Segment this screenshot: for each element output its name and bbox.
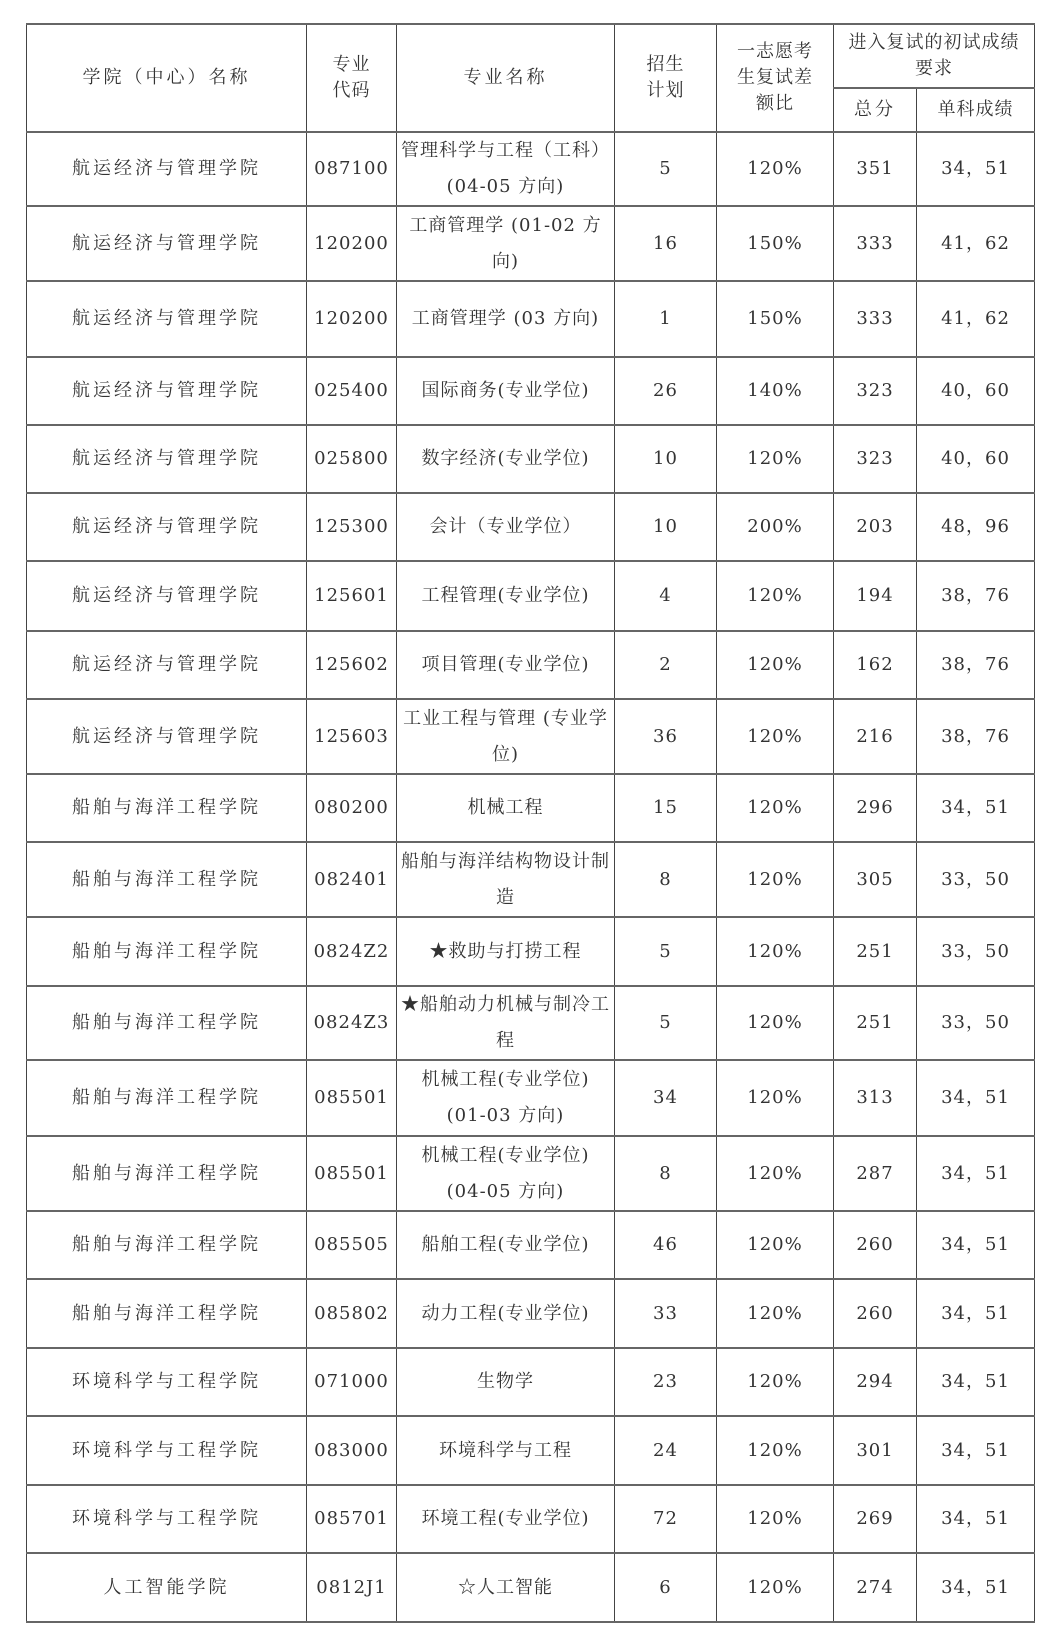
cell-plan: 10: [615, 425, 717, 493]
cell-major: 数字经济(专业学位): [397, 425, 615, 493]
cell-ratio: 120%: [717, 1136, 834, 1211]
cell-ratio: 120%: [717, 774, 834, 842]
cell-code: 071000: [307, 1348, 397, 1416]
cell-total: 301: [834, 1416, 917, 1485]
table-row: [27, 1060, 1035, 1136]
cell-college: 船舶与海洋工程学院: [27, 774, 307, 842]
cell-code: 120200: [307, 206, 397, 281]
cell-ratio: 120%: [717, 986, 834, 1060]
cell-single: 34，51: [917, 1060, 1035, 1136]
cell-total: 194: [834, 561, 917, 631]
table-row: [27, 357, 1035, 425]
cell-major: ★救助与打捞工程: [397, 917, 615, 986]
cell-college: 船舶与海洋工程学院: [27, 986, 307, 1060]
cell-code: 085501: [307, 1136, 397, 1211]
cell-code: 025400: [307, 357, 397, 425]
cell-ratio: 150%: [717, 281, 834, 357]
cell-ratio: 120%: [717, 1553, 834, 1622]
cell-plan: 23: [615, 1348, 717, 1416]
cell-ratio: 120%: [717, 631, 834, 699]
cell-ratio: 120%: [717, 132, 834, 206]
cell-plan: 16: [615, 206, 717, 281]
table-row: [27, 425, 1035, 493]
table-row: [27, 1211, 1035, 1279]
cell-plan: 6: [615, 1553, 717, 1622]
cell-ratio: 120%: [717, 917, 834, 986]
cell-single: 41，62: [917, 206, 1035, 281]
cell-code: 080200: [307, 774, 397, 842]
cell-major: ★船舶动力机械与制冷工程: [397, 986, 615, 1060]
cell-ratio: 120%: [717, 1211, 834, 1279]
cell-total: 274: [834, 1553, 917, 1622]
cell-plan: 5: [615, 917, 717, 986]
cell-ratio: 120%: [717, 1060, 834, 1136]
cell-plan: 5: [615, 132, 717, 206]
cell-plan: 46: [615, 1211, 717, 1279]
cell-college: 航运经济与管理学院: [27, 132, 307, 206]
cell-major: 船舶与海洋结构物设计制造: [397, 842, 615, 917]
cell-total: 251: [834, 917, 917, 986]
cell-total: 294: [834, 1348, 917, 1416]
cell-total: 305: [834, 842, 917, 917]
cell-college: 航运经济与管理学院: [27, 281, 307, 357]
cell-single: 33，50: [917, 842, 1035, 917]
cell-plan: 72: [615, 1485, 717, 1553]
cell-college: 航运经济与管理学院: [27, 206, 307, 281]
cell-total: 251: [834, 986, 917, 1060]
cell-plan: 15: [615, 774, 717, 842]
cell-major: 环境科学与工程: [397, 1416, 615, 1485]
header-single: 单科成绩: [917, 88, 1035, 132]
cell-ratio: 120%: [717, 1348, 834, 1416]
cell-major: 工程管理(专业学位): [397, 561, 615, 631]
cell-college: 环境科学与工程学院: [27, 1416, 307, 1485]
cell-college: 环境科学与工程学院: [27, 1348, 307, 1416]
cell-total: 351: [834, 132, 917, 206]
cell-ratio: 120%: [717, 425, 834, 493]
cell-single: 38，76: [917, 699, 1035, 774]
cell-major: 会计（专业学位）: [397, 493, 615, 561]
cell-plan: 5: [615, 986, 717, 1060]
cell-code: 085701: [307, 1485, 397, 1553]
cell-total: 260: [834, 1279, 917, 1348]
cell-total: 260: [834, 1211, 917, 1279]
cell-single: 48，96: [917, 493, 1035, 561]
cell-single: 34，51: [917, 1485, 1035, 1553]
cell-plan: 8: [615, 1136, 717, 1211]
header-college: 学院（中心）名称: [27, 24, 307, 132]
table-row: [27, 493, 1035, 561]
table-row: [27, 1416, 1035, 1485]
cell-total: 333: [834, 281, 917, 357]
cell-ratio: 140%: [717, 357, 834, 425]
cell-ratio: 120%: [717, 699, 834, 774]
cell-major: 机械工程(专业学位) (04-05 方向): [397, 1136, 615, 1211]
table-row: [27, 1348, 1035, 1416]
cell-major: 机械工程(专业学位) (01-03 方向): [397, 1060, 615, 1136]
table-row: [27, 1485, 1035, 1553]
table-row: [27, 561, 1035, 631]
cell-major: 国际商务(专业学位): [397, 357, 615, 425]
cell-single: 40，60: [917, 425, 1035, 493]
cell-ratio: 200%: [717, 493, 834, 561]
cell-code: 125603: [307, 699, 397, 774]
table-row: [27, 842, 1035, 917]
cell-major: 船舶工程(专业学位): [397, 1211, 615, 1279]
cell-single: 34，51: [917, 1279, 1035, 1348]
cell-code: 025800: [307, 425, 397, 493]
cell-ratio: 120%: [717, 1279, 834, 1348]
cell-total: 296: [834, 774, 917, 842]
cell-major: 机械工程: [397, 774, 615, 842]
cell-code: 0824Z2: [307, 917, 397, 986]
cell-college: 航运经济与管理学院: [27, 631, 307, 699]
cell-single: 40，60: [917, 357, 1035, 425]
table-row: [27, 281, 1035, 357]
cell-college: 船舶与海洋工程学院: [27, 1136, 307, 1211]
admission-score-table: [26, 23, 1035, 1623]
cell-code: 085505: [307, 1211, 397, 1279]
cell-ratio: 120%: [717, 561, 834, 631]
cell-code: 085802: [307, 1279, 397, 1348]
header-score-requirement: 进入复试的初试成绩要求: [834, 24, 1035, 88]
cell-ratio: 120%: [717, 1485, 834, 1553]
cell-plan: 34: [615, 1060, 717, 1136]
cell-ratio: 120%: [717, 842, 834, 917]
table-row: [27, 774, 1035, 842]
cell-single: 34，51: [917, 132, 1035, 206]
table-row: [27, 986, 1035, 1060]
cell-plan: 1: [615, 281, 717, 357]
cell-major: 项目管理(专业学位): [397, 631, 615, 699]
cell-college: 船舶与海洋工程学院: [27, 917, 307, 986]
cell-plan: 8: [615, 842, 717, 917]
cell-total: 269: [834, 1485, 917, 1553]
cell-single: 34，51: [917, 1348, 1035, 1416]
cell-major: 环境工程(专业学位): [397, 1485, 615, 1553]
cell-code: 0812J1: [307, 1553, 397, 1622]
cell-total: 313: [834, 1060, 917, 1136]
cell-plan: 24: [615, 1416, 717, 1485]
cell-total: 216: [834, 699, 917, 774]
cell-college: 船舶与海洋工程学院: [27, 1211, 307, 1279]
table-row: [27, 1136, 1035, 1211]
cell-college: 航运经济与管理学院: [27, 699, 307, 774]
cell-code: 0824Z3: [307, 986, 397, 1060]
cell-code: 125601: [307, 561, 397, 631]
header-total: 总分: [834, 88, 917, 132]
cell-single: 34，51: [917, 774, 1035, 842]
cell-single: 34，51: [917, 1211, 1035, 1279]
cell-major: 生物学: [397, 1348, 615, 1416]
cell-major: 工商管理学 (03 方向): [397, 281, 615, 357]
cell-single: 38，76: [917, 631, 1035, 699]
cell-code: 125602: [307, 631, 397, 699]
cell-college: 航运经济与管理学院: [27, 493, 307, 561]
cell-total: 287: [834, 1136, 917, 1211]
cell-college: 船舶与海洋工程学院: [27, 1060, 307, 1136]
header-plan: 招生计划: [615, 24, 717, 132]
cell-major: ☆人工智能: [397, 1553, 615, 1622]
cell-code: 120200: [307, 281, 397, 357]
cell-plan: 36: [615, 699, 717, 774]
table-row: [27, 631, 1035, 699]
cell-code: 082401: [307, 842, 397, 917]
cell-major: 工业工程与管理 (专业学位): [397, 699, 615, 774]
cell-ratio: 120%: [717, 1416, 834, 1485]
cell-total: 162: [834, 631, 917, 699]
cell-plan: 26: [615, 357, 717, 425]
cell-major: 动力工程(专业学位): [397, 1279, 615, 1348]
cell-total: 323: [834, 357, 917, 425]
header-major: 专业名称: [397, 24, 615, 132]
table-row: [27, 699, 1035, 774]
table-row: [27, 917, 1035, 986]
cell-total: 203: [834, 493, 917, 561]
cell-single: 34，51: [917, 1416, 1035, 1485]
header-ratio: 一志愿考生复试差额比: [717, 24, 834, 132]
table-row: [27, 206, 1035, 281]
cell-major: 管理科学与工程（工科）(04-05 方向): [397, 132, 615, 206]
cell-major: 工商管理学 (01-02 方向): [397, 206, 615, 281]
cell-code: 085501: [307, 1060, 397, 1136]
table-row: [27, 1553, 1035, 1622]
table-row: [27, 1279, 1035, 1348]
cell-single: 41，62: [917, 281, 1035, 357]
cell-code: 083000: [307, 1416, 397, 1485]
cell-total: 333: [834, 206, 917, 281]
cell-college: 环境科学与工程学院: [27, 1485, 307, 1553]
header-code: 专业代码: [307, 24, 397, 132]
table-row: [27, 132, 1035, 206]
cell-college: 船舶与海洋工程学院: [27, 1279, 307, 1348]
cell-total: 323: [834, 425, 917, 493]
cell-code: 125300: [307, 493, 397, 561]
cell-college: 航运经济与管理学院: [27, 357, 307, 425]
cell-college: 航运经济与管理学院: [27, 561, 307, 631]
cell-single: 38，76: [917, 561, 1035, 631]
cell-plan: 2: [615, 631, 717, 699]
cell-college: 船舶与海洋工程学院: [27, 842, 307, 917]
cell-single: 34，51: [917, 1136, 1035, 1211]
cell-plan: 4: [615, 561, 717, 631]
cell-single: 33，50: [917, 917, 1035, 986]
cell-ratio: 150%: [717, 206, 834, 281]
cell-single: 33，50: [917, 986, 1035, 1060]
cell-code: 087100: [307, 132, 397, 206]
cell-single: 34，51: [917, 1553, 1035, 1622]
cell-college: 航运经济与管理学院: [27, 425, 307, 493]
cell-plan: 33: [615, 1279, 717, 1348]
cell-college: 人工智能学院: [27, 1553, 307, 1622]
cell-plan: 10: [615, 493, 717, 561]
